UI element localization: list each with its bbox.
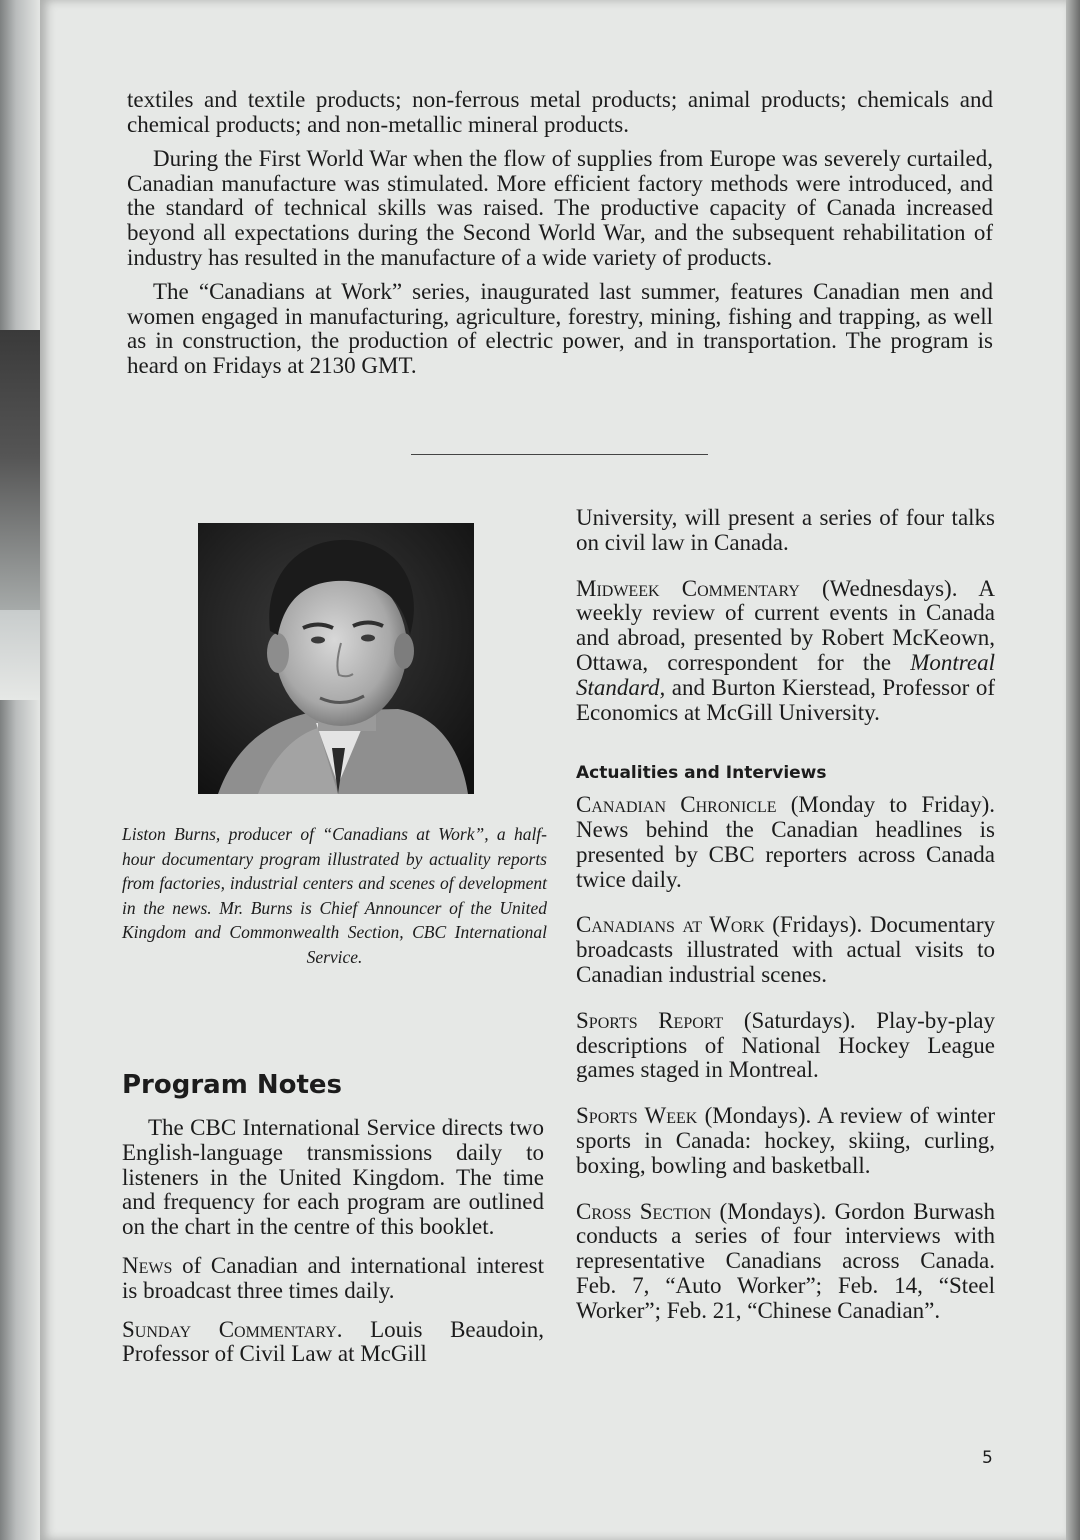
adjacent-page-photo-fragment-light bbox=[0, 610, 40, 700]
intro-paragraph-1: textiles and textile products; non-ferrous metal products; animal products; chemicals and chemical products; and non-metallic mineral products. bbox=[127, 87, 993, 137]
sports-week-entry bbox=[576, 1104, 995, 1178]
midweek-commentary-title: Midweek Commentary bbox=[576, 575, 800, 601]
page-number: 5 bbox=[982, 1448, 993, 1468]
intro-paragraph-3: The “Canadians at Work” series, inaugurated last summer, features Canadian men and women engaged in manufacturing, agriculture, forestry, mining, fishing and trapping, as well as in construction, the production of electric power, and in transportation. The program is heard on Fridays at 2130 GMT. bbox=[127, 279, 993, 378]
midweek-commentary-text-2: and Burton Kierstead, Professor of Economics at McGill University. bbox=[576, 674, 995, 725]
sunday-commentary-text: Louis Beaudoin, Professor of Civil Law at McGill bbox=[122, 1316, 544, 1367]
booklet-right-edge bbox=[1066, 0, 1080, 1540]
left-column bbox=[122, 1116, 544, 1367]
canadian-chronicle-entry bbox=[576, 793, 995, 892]
sunday-commentary-entry bbox=[122, 1318, 544, 1368]
booklet-page bbox=[40, 0, 1066, 1540]
canadians-at-work-title: Canadians at Work bbox=[576, 912, 765, 938]
cross-section-entry bbox=[576, 1200, 995, 1324]
sports-report-title: Sports Report bbox=[576, 1007, 724, 1033]
right-column bbox=[576, 506, 995, 1324]
sunday-commentary-continuation: University, will present a series of four talks on civil law in Canada. bbox=[576, 505, 995, 555]
midweek-commentary-entry bbox=[576, 577, 995, 726]
canadian-chronicle-title: Canadian Chronicle bbox=[576, 792, 777, 818]
canadian-chronicle-text: (Monday to Friday). News behind the Canadian headlines is presented by CBC reporters across Canada twice daily. bbox=[576, 792, 995, 892]
news-lead: News bbox=[122, 1252, 173, 1278]
intro-text bbox=[127, 88, 993, 379]
midweek-commentary-publication: Montreal Standard, bbox=[576, 649, 995, 700]
photo-caption: Liston Burns, producer of “Canadians at Work”, a half-hour documentary program illustrated by actuality reports from factories, industrial centers and scenes of development in the news. Mr. Burns is Chief Announcer of the United Kingdom and Commonwealth Section, CBC International Service. bbox=[122, 824, 547, 967]
adjacent-page-edge bbox=[0, 0, 40, 1540]
intro-paragraph-2: During the First World War when the flow of supplies from Europe was severely curtailed, Canadian manufacture was stimulated. More efficient factory methods were introduced, and the standard of technical skills was raised. The productive capacity of Canada increased beyond all expectations during the Second World War, and the subsequent rehabilitation of industry has resulted in the manufacture of a wide variety of products. bbox=[127, 146, 993, 270]
news-text: of Canadian and international interest is broadcast three times daily. bbox=[122, 1252, 544, 1303]
program-notes-intro: The CBC International Service directs two English-language transmissions daily to listeners in the United Kingdom. The time and frequency for each program are outlined on the chart in the centre of this booklet. bbox=[122, 1115, 544, 1240]
adjacent-page-photo-fragment bbox=[0, 330, 40, 610]
sunday-commentary-title: Sunday Commentary. bbox=[122, 1316, 343, 1342]
actualities-subheading: Actualities and Interviews bbox=[576, 763, 827, 784]
sports-week-title: Sports Week bbox=[576, 1103, 698, 1129]
portrait-illustration bbox=[198, 523, 474, 794]
sports-week-text: (Mondays). A review of winter sports in Canada: hockey, skiing, curling, boxing, bowling and basketball. bbox=[576, 1103, 995, 1178]
cross-section-title: Cross Section bbox=[576, 1198, 712, 1224]
section-heading: Program Notes bbox=[122, 1070, 343, 1100]
sports-report-entry bbox=[576, 1009, 995, 1083]
news-entry bbox=[122, 1254, 544, 1304]
portrait-photo bbox=[198, 523, 474, 794]
sports-report-text: (Saturdays). Play-by-play descriptions of National Hockey League games staged in Montreal. bbox=[576, 1007, 995, 1083]
canadians-at-work-text: (Fridays). Documentary broadcasts illustrated with actual visits to Canadian industrial scenes. bbox=[576, 912, 995, 987]
canadians-at-work-entry bbox=[576, 913, 995, 987]
section-divider bbox=[411, 454, 708, 455]
midweek-commentary-text-1: (Wednesdays). A weekly review of current events in Canada and abroad, presented by Robert McKeown, Ottawa, correspondent for the bbox=[576, 575, 995, 675]
cross-section-text: (Mondays). Gordon Burwash conducts a series of four interviews with representative Canadians across Canada. Feb. 7, “Auto Worker”; Feb. 14, “Steel Worker”; Feb. 21, “Chinese Canadian”. bbox=[576, 1198, 996, 1323]
